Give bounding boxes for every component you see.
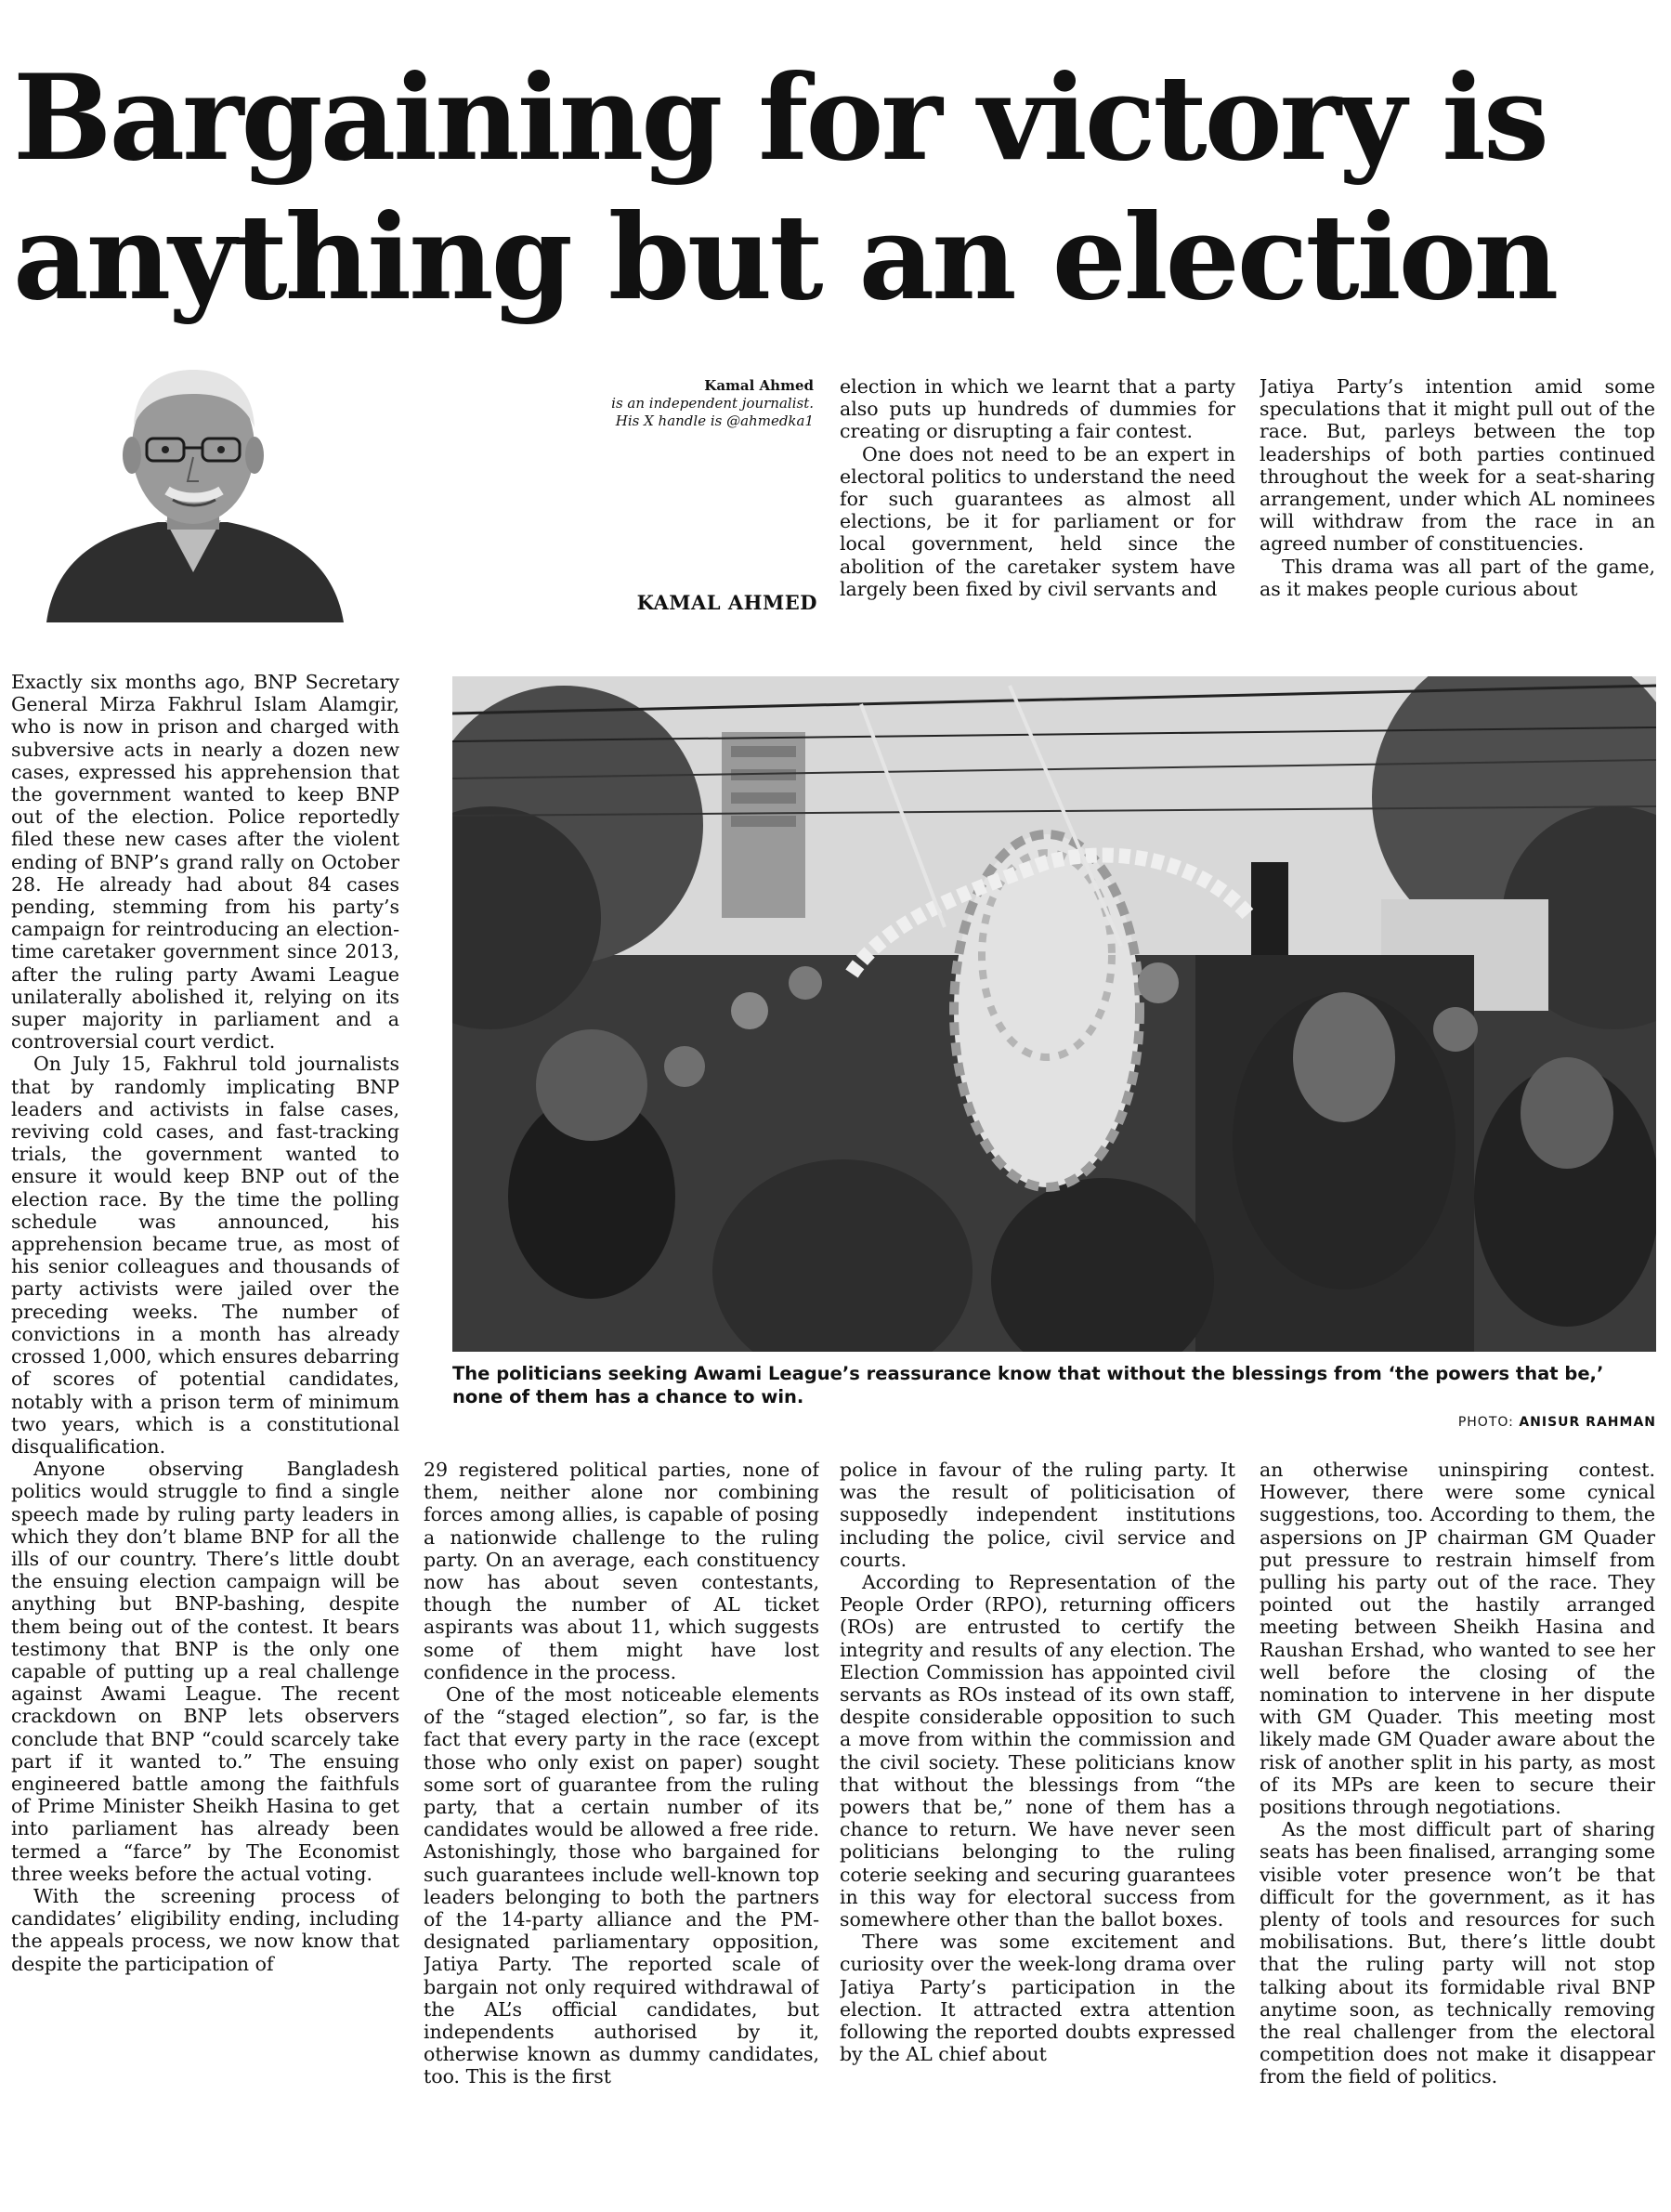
author-bio-line-2: His X handle is @ahmedka1 <box>615 412 814 429</box>
headline-line-1: Bargaining for victory is <box>13 49 1547 187</box>
author-portrait <box>37 353 344 622</box>
column-2 <box>424 1459 819 2202</box>
paragraph: On July 15, Fakhrul told journalists that by randomly implicating BNP leaders and activists in false cases, reviving cold cases, and fast-tracking trials, the government wanted to ensure it would keep BNP out of the election race. By the time the polling schedule was announced, his apprehension became true, as most of his senior colleagues and thousands of party activists were jailed over the preceding weeks. The number of convictions in a month has already crossed 1,000, which ensures debarring of scores of potential candidates, notably with a prison term of minimum two years, which is a constitutional disqualification. <box>11 1053 399 1458</box>
paragraph: election in which we learnt that a party also puts up hundreds of dummies for creating or disrupting a fair contest. <box>840 375 1235 443</box>
paragraph: an otherwise uninspiring contest. However, there were some cynical suggestions, too. According to them, the aspersions on JP chairman GM Quader put pressure to restrain himself from pulling his party out of the race. They pointed out the hastily arranged meeting between Sheikh Hasina and Raushan Ershad, who wanted to see her well before the closing of the nomination to intervene in her dispute with GM Quader. This meeting most likely made GM Quader aware about the risk of another split in his party, as most of its MPs are keen to secure their positions through negotiations. <box>1260 1459 1655 1819</box>
paragraph: With the screening process of candidates’ eligibility ending, including the appeals process, we now know that despite the participation of <box>11 1884 399 1975</box>
photo-caption: The politicians seeking Awami League’s reassurance know that without the blessings from ‘the powers that be,’ none of them has a chance to win. <box>452 1363 1604 1407</box>
author-bio-line-1: is an independent journalist. <box>611 395 814 412</box>
byline: KAMAL AHMED <box>636 591 817 614</box>
paragraph: This drama was all part of the game, as it makes people curious about <box>1260 555 1655 600</box>
paragraph: Exactly six months ago, BNP Secretary General Mirza Fakhrul Islam Alamgir, who is now in prison and charged with subversive acts in nearly a dozen new cases, expressed his apprehension that the government wanted to keep BNP out of the election. Police reportedly filed these new cases after the violent ending of BNP’s grand rally on October 28. He already had about 84 cases pending, stemming from his party’s campaign for reintroducing an election-time caretaker government since 2013, after the ruling party Awami League unilaterally abolished it, relying on its super majority in parliament and a controversial court verdict. <box>11 671 399 1054</box>
author-bio <box>520 377 814 430</box>
photo-credit-label: PHOTO: <box>1457 1415 1514 1430</box>
column-4-top <box>1260 375 1655 645</box>
headline <box>13 48 1657 327</box>
paragraph: There was some excitement and curiosity over the week-long drama over Jatiya Party’s participation in the election. It attracted extra attention following the reported doubts expressed by the AL chief about <box>840 1931 1235 2066</box>
paragraph: Jatiya Party’s intention amid some speculations that it might pull out of the race. But, parleys between the top leaderships of both parties continued throughout the week for a seat-sharing arrangement, under which AL nominees will withdraw from the race in an agreed number of constituencies. <box>1260 375 1655 556</box>
photo-credit <box>1300 1415 1656 1430</box>
column-4-bottom <box>1260 1459 1655 2202</box>
photo-credit-name: ANISUR RAHMAN <box>1519 1415 1656 1430</box>
column-1 <box>11 671 399 2204</box>
paragraph: As the most difficult part of sharing seats has been finalised, arranging some visible voter presence won’t be that difficult for the government, as it has plenty of tools and resources for such mobilisations. But, there’s little doubt that the ruling party will not stop talking about its formidable rival BNP anytime soon, as technically removing the real challenger from the electoral competition does not make it disappear from the field of politics. <box>1260 1818 1655 2088</box>
paragraph: One does not need to be an expert in electoral politics to understand the need for such guarantees as almost all elections, be it for parliament or for local government, held since the abolition of the caretaker system have largely been fixed by civil servants and <box>840 442 1235 600</box>
column-3-bottom <box>840 1459 1235 2202</box>
paragraph: One of the most noticeable elements of the “staged election”, so far, is the fact that every party in the race (except those who only exist on paper) sought some sort of guarantee from the ruling party, that a certain number of its candidates would be allowed a free ride. Astonishingly, those who bargained for such guarantees include well-known top leaders belonging to both the partners of the 14-party alliance and the PM-designated parliamentary opposition, Jatiya Party. The reported scale of bargain not only required withdrawal of the AL’s official candidates, but independents authorised by it, otherwise known as dummy candidates, too. This is the first <box>424 1683 819 2088</box>
rally-illustration <box>452 676 1656 1352</box>
paragraph: 29 registered political parties, none of them, neither alone nor combining forces among allies, is capable of posing a nationwide challenge to the ruling party. On an average, each constituency now has about seven contestants, though the number of AL ticket aspirants was about 11, which suggests some of them might have lost confidence in the process. <box>424 1459 819 1683</box>
author-name: Kamal Ahmed <box>704 377 814 394</box>
paragraph: police in favour of the ruling party. It was the result of politicisation of supposedly independent institutions including the police, civil service and courts. <box>840 1459 1235 1571</box>
news-photo <box>452 676 1656 1352</box>
paragraph: Anyone observing Bangladesh politics would struggle to find a single speech made by ruling party leaders in which they don’t blame BNP for all the ills of our country. There’s little doubt the ensuing election campaign will be anything but BNP-bashing, despite them being out of the contest. It bears testimony that BNP is the only one capable of putting up a real challenge against Awami League. The recent crackdown on BNP lets observers conclude that BNP “could scarcely take part if it wanted to.” The ensuing engineered battle among the faithfuls of Prime Minister Sheikh Hasina to get into parliament has already been termed a “farce” by The Economist three weeks before the actual voting. <box>11 1458 399 1885</box>
paragraph: According to Representation of the People Order (RPO), returning officers (ROs) are entrusted to certify the integrity and results of any election. The Election Commission has appointed civil servants as ROs instead of its own staff, despite considerable opposition to such a move from within the commission and the civil society. These politicians know that without the blessings from “the powers that be,” none of them has a chance to return. We have never seen politicians belonging to the ruling coterie seeking and securing guarantees in this way for electoral success from somewhere other than the ballot boxes. <box>840 1571 1235 1931</box>
headline-line-2: anything but an election <box>13 189 1557 326</box>
column-3-top <box>840 375 1235 645</box>
